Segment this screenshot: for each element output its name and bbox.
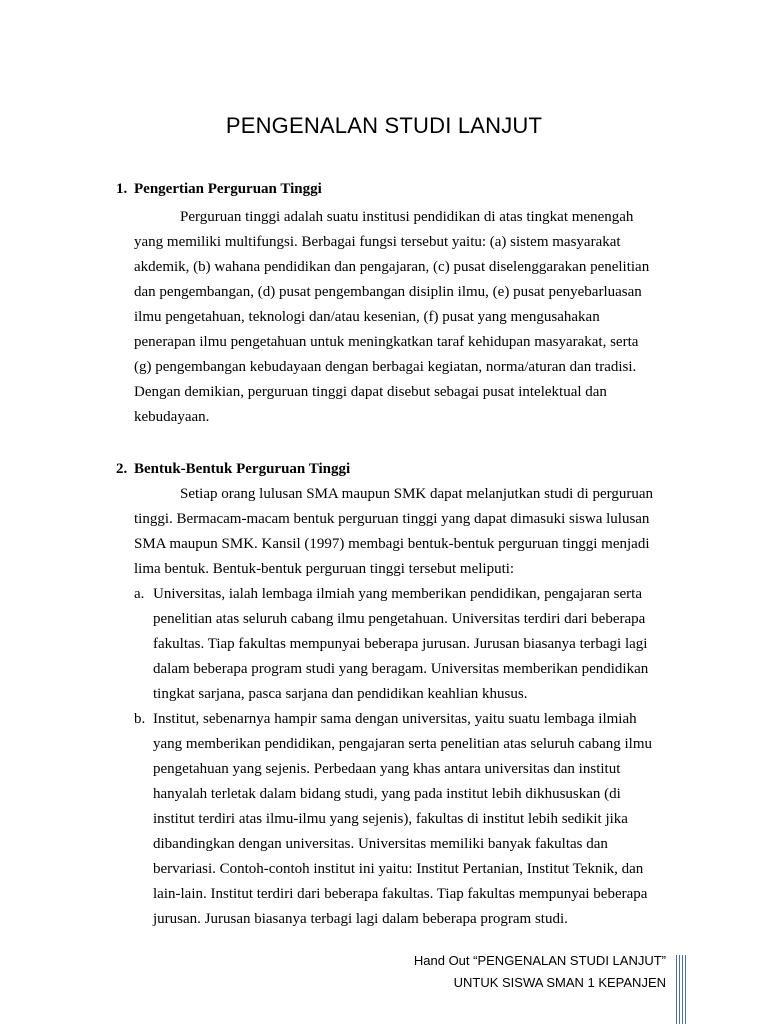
list-item-line: Universitas, ialah lembaga ilmiah yang memberikan pendidikan, pengajaran serta [153, 586, 642, 602]
list-item-line: penelitian atas seluruh cabang ilmu pengetahuan. Universitas terdiri dari beberapa [153, 611, 646, 627]
footer-rule [682, 955, 683, 1024]
list-item-line: pengetahuan yang sejenis. Perbedaan yang khas antara universitas dan institut [153, 761, 621, 777]
list-item-line: Institut, sebenarnya hampir sama dengan universitas, yaitu suatu lembaga ilmiah [153, 711, 637, 727]
paragraph-line: ilmu pengetahuan, teknologi dan/atau kesenian, (f) pusat yang mengusahakan [134, 309, 600, 325]
list-item-line: yang memberikan pendidikan, pengajaran serta penelitian atas seluruh cabang ilmu [153, 736, 652, 752]
paragraph-line: yang memiliki multifungsi. Berbagai fungsi tersebut yaitu: (a) sistem masyarakat [134, 234, 621, 250]
paragraph-line: Setiap orang lulusan SMA maupun SMK dapat melanjutkan studi di perguruan [180, 486, 653, 502]
paragraph-line: SMA maupun SMK. Kansil (1997) membagi bentuk-bentuk perguruan tinggi menjadi [134, 536, 650, 552]
list-item-line: fakultas. Tiap fakultas mempunyai beberapa jurusan. Jurusan biasanya terbagi lagi [153, 636, 648, 652]
list-item-line: lain-lain. Institut terdiri dari beberapa fakultas. Tiap fakultas mempunyai beberapa [153, 886, 648, 902]
paragraph-line: akdemik, (b) wahana pendidikan dan pengajaran, (c) pusat diselenggarakan penelitian [134, 259, 650, 275]
section-title: Pengertian Perguruan Tinggi [134, 181, 322, 197]
list-item-line: tingkat sarjana, pasca sarjana dan pendidikan keahlian khusus. [153, 686, 528, 702]
footer-rule [679, 955, 680, 1024]
list-item-line: dibandingkan dengan universitas. Universitas memiliki banyak fakultas dan [153, 836, 608, 852]
footer-handout-title: Hand Out “PENGENALAN STUDI LANJUT” [413, 953, 666, 968]
section-title: Bentuk-Bentuk Perguruan Tinggi [134, 461, 351, 477]
list-item-line: dalam beberapa program studi yang beragam. Universitas memberikan pendidikan [153, 661, 649, 677]
page-title: PENGENALAN STUDI LANJUT [225, 113, 543, 138]
paragraph-line: penerapan ilmu pengetahuan untuk meningkatkan taraf kehidupan masyarakat, serta [134, 334, 639, 350]
paragraph-line: Dengan demikian, perguruan tinggi dapat disebut sebagai pusat intelektual dan [134, 384, 607, 400]
paragraph-line: Perguruan tinggi adalah suatu institusi pendidikan di atas tingkat menengah [180, 209, 634, 225]
paragraph-line: lima bentuk. Bentuk-bentuk perguruan tinggi tersebut meliputi: [134, 561, 515, 577]
list-item-line: institut terdiri atas ilmu-ilmu yang sejenis), fakultas di institut lebih sedikit jika [153, 811, 628, 827]
section-2-heading [116, 461, 350, 478]
section-number: 1. [116, 181, 128, 197]
paragraph-line: dan pengembangan, (d) pusat pengembangan disiplin ilmu, (e) pusat penyebarluasan [134, 284, 642, 300]
list-item-line: jurusan. Jurusan biasanya terbagi lagi dalam beberapa program studi. [153, 911, 568, 927]
footer-rule [685, 955, 686, 1024]
paragraph-line: tinggi. Bermacam-macam bentuk perguruan tinggi yang dapat dimasuki siswa lulusan [134, 511, 650, 527]
paragraph-line: kebudayaan. [134, 409, 210, 425]
list-marker: b. [134, 711, 146, 727]
footer-audience: UNTUK SISWA SMAN 1 KEPANJEN [453, 975, 666, 990]
list-item-line: hanyalah terletak dalam bidang studi, yang pada institut lebih dikhususkan (di [153, 786, 621, 802]
footer-rule [676, 955, 677, 1024]
section-number: 2. [116, 461, 128, 477]
list-item-line: bervariasi. Contoh-contoh institut ini yaitu: Institut Pertanian, Institut Teknik, dan [153, 861, 644, 877]
list-marker: a. [134, 586, 145, 602]
section-1-heading [116, 181, 322, 198]
paragraph-line: (g) pengembangan kebudayaan dengan berbagai kegiatan, norma/aturan dan tradisi. [134, 359, 637, 375]
